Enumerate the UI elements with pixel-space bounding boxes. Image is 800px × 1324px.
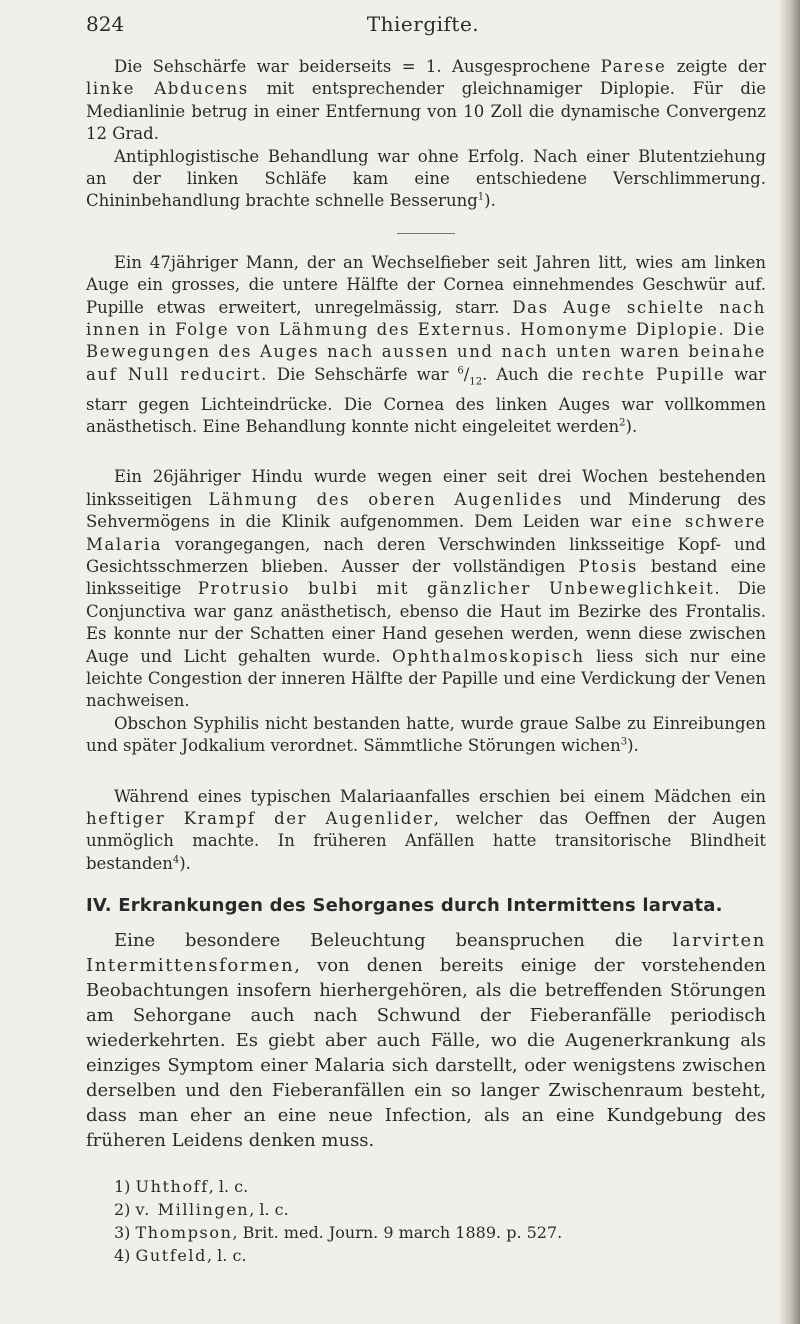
section-heading: IV. Erkrankungen des Sehorganes durch Intermittens larvata. xyxy=(86,895,723,917)
fraction-denominator: 12 xyxy=(469,376,483,388)
page-edge-shadow xyxy=(778,0,800,1324)
footnote-item: 1) Uhthoff, l. c. xyxy=(114,1177,249,1197)
footnote-item: 3) Thompson, Brit. med. Journ. 9 march 1889. p. 527. xyxy=(114,1223,563,1243)
paragraph-syphilis: Obschon Syphilis nicht bestanden hatte, wurde graue Salbe zu Einreibungen und später Jodkalium verordnet. Sämmtliche Störungen wichen$^3$). xyxy=(86,713,766,756)
running-head xyxy=(86,12,760,40)
paragraph-behandlung: Antiphlogistische Behandlung war ohne Erfolg. Nach einer Blutentziehung an der linken Schläfe kam eine entschiedene Verschlimmerung. Chininbehandlung brachte schnelle Besserung$^1$). xyxy=(86,146,766,211)
page-body xyxy=(86,56,766,1267)
paragraph-maedchen: Während eines typischen Malariaanfalles erschien bei einem Mädchen ein heftiger Krampf der Augenlider, welcher das Oeffnen der Augen unmöglich machte. In früheren Anfällen hatte transitorische Blindheit bestanden$^4$). xyxy=(86,786,767,873)
running-title: Thiergifte. xyxy=(366,12,480,36)
footnote-item: 2) v. Millingen, l. c. xyxy=(114,1200,289,1220)
paragraph-sehschaerfe: Die Sehschärfe war beiderseits = 1. Ausgesprochene Parese zeigte der linke Abducens mit entsprechender gleichnamiger Diplopie. Für die Medianlinie betrug in einer Entfernung von 10 Zoll die dynamische Convergenz 12 Grad. xyxy=(86,57,766,144)
paragraph-case-hindu: Ein 26jähriger Hindu wurde wegen einer seit drei Wochen bestehenden linksseitigen Lähmung des oberen Augenlides und Minderung des Sehvermögens in die Klinik aufgenommen. Dem Leiden war eine schwere Malaria vorangegangen, nach deren Verschwinden linksseitige Kopf- und Gesichtsschmerzen blieben. Ausser der vollständigen Ptosis bestand eine linksseitige Protrusio bulbi mit gänzlicher Unbeweglichkeit. Die Conjunctiva war ganz anästhetisch, ebenso die Haut im Bezirke des Frontalis. Es konnte nur der Schatten einer Hand gesehen werden, wenn diese zwischen Auge und Licht gehalten wurde. Ophthalmoskopisch liess sich nur eine leichte Congestion der inneren Hälfte der Papille und eine Verdickung der Venen nachweisen. xyxy=(86,467,767,711)
paragraph-gap xyxy=(86,758,766,786)
case-separator xyxy=(397,233,455,234)
paragraph-case-47: Ein 47jähriger Mann, der an Wechselfieber seit Jahren litt, wies am linken Auge ein grosses, die untere Hälfte der Cornea einnehmendes Geschwür auf. Pupille etwas erweitert, unregelmässig, starr. Das Auge schielte nach innen in Folge von Lähmung des Externus. Homonyme Diplopie. Die Bewegungen des Auges nach aussen und nach unten waren beinahe auf Null reducirt. Die Sehschärfe war $^6/_{12}$. Auch die rechte Pupille war starr gegen Lichteindrücke. Die Cornea des linken Auges war vollkommen anästhetisch. Eine Behandlung konnte nicht eingeleitet werden$^2$). xyxy=(86,252,766,436)
footnote-ref-4: 4 xyxy=(172,854,180,866)
paragraph-gap xyxy=(86,438,766,466)
footnote-ref-1: 1 xyxy=(477,191,485,203)
page-number: 824 xyxy=(86,12,125,36)
footnote-ref-2: 2 xyxy=(619,417,626,429)
fraction-numerator: 6 xyxy=(457,365,464,377)
footnotes xyxy=(114,1175,766,1267)
paragraph-larvata: Eine besondere Beleuchtung beanspruchen die larvirten Intermittensformen, von denen bereits einige der vorstehenden Beobachtungen insofern hierhergehören, als die betreffenden Störungen am Sehorgane auch nach Schwund der Fieberanfälle periodisch wiederkehrten. Es giebt aber auch Fälle, wo die Augenerkrankung als einziges Symptom einer Malaria sich darstellt, oder wenigstens zwischen derselben und den Fieberanfällen ein so langer Zwischenraum besteht, dass man eher an eine neue Infection, als an eine Kundgebung des früheren Leidens denken muss. xyxy=(86,930,766,1152)
footnote-ref-3: 3 xyxy=(620,736,628,748)
footnote-item: 4) Gutfeld, l. c. xyxy=(114,1246,247,1266)
